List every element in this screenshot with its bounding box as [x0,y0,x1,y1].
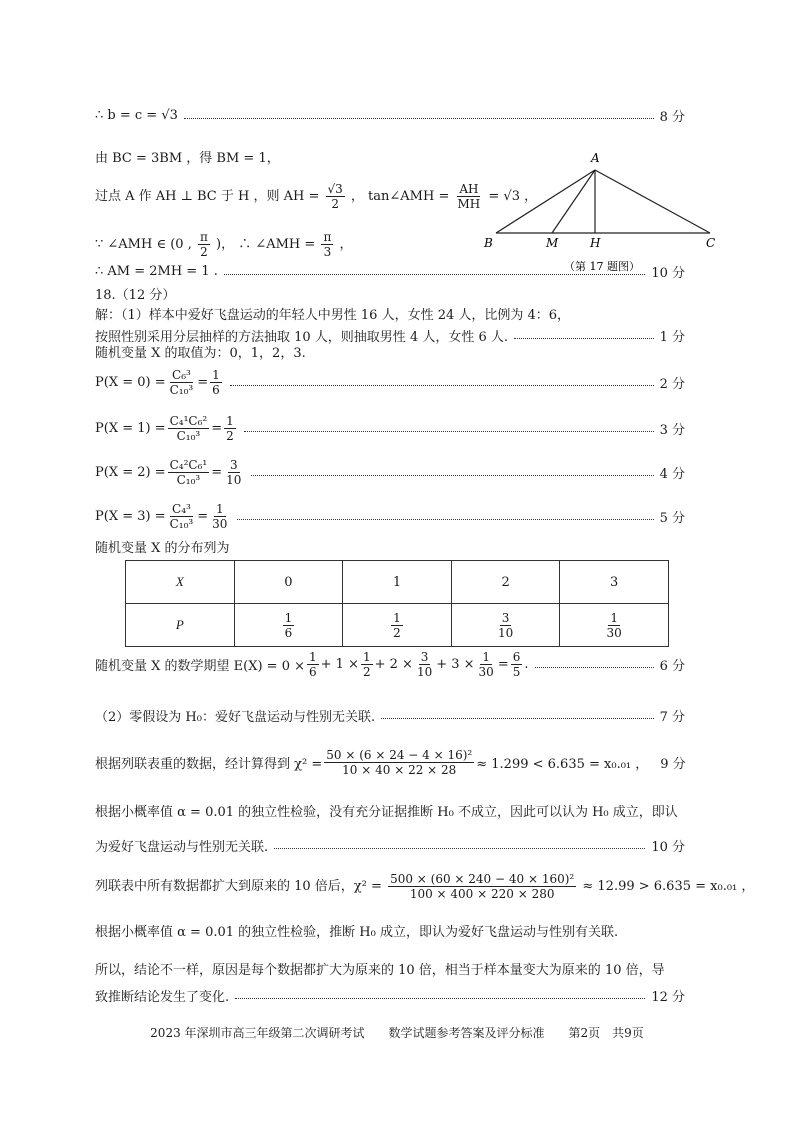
line-text: 根据小概率值 α = 0.01 的独立性检验，推断 H₀ 成立，即认为爱好飞盘运动与性别有关联. [95,925,619,940]
chi-square-line-2 [95,872,755,901]
numerator: C₆³ [172,368,191,382]
score-label: 3 分 [659,423,685,438]
line-text: = [211,465,223,480]
fraction [415,650,434,679]
table-row [126,561,669,604]
numerator: C₄²C₆¹ [169,458,208,472]
distribution-heading [95,540,684,558]
numerator: 1 [393,610,401,625]
fraction [168,502,196,531]
denominator: 6 [284,625,293,640]
row-header: P [175,617,184,632]
fraction [324,748,474,777]
leader-dots [235,988,645,999]
probability-line-1 [95,414,685,443]
question-18-heading [95,287,684,305]
row-header: X [175,574,184,589]
numerator: 1 [284,610,293,625]
denominator: MH [457,197,481,211]
line-text: 根据小概率值 α = 0.01 的独立性检验，没有充分证据推断 H₀ 不成立，因此可以认为 H₀ 成立，即认 [95,805,678,820]
numerator: C₄¹C₆² [169,414,208,428]
leader-dots [535,657,654,668]
numerator: C₄³ [172,502,191,516]
fraction [391,611,403,640]
score-label: 7 分 [659,710,685,725]
line-text: 根据列联表重的数据，经计算得到 χ² = [95,757,323,772]
line-text: 过点 A 作 AH ⊥ BC 于 H ，则 AH = [95,189,320,204]
line-text: ， [339,237,353,252]
table-cell: 2 [451,561,560,604]
leader-dots [244,421,654,432]
line-text: P(X = 1) = [95,421,166,436]
line-text: 为爱好飞盘运动与性别无关联. [95,840,269,855]
line-ab [496,170,595,233]
numerator: 1 [482,650,490,664]
conclusion-line-3 [95,924,684,942]
triangle-figure [466,148,726,276]
conclusion-line-2 [95,836,685,855]
conclusion-line-4 [95,962,684,980]
denominator: C₁₀³ [169,517,194,531]
table-cell [234,604,343,647]
numerator: 1 [309,650,317,664]
fraction [168,368,196,397]
line-text: + 3 × [436,657,475,672]
line-text: )， ∴ ∠AMH = [216,237,316,252]
expectation-line [95,650,685,679]
fraction [198,230,210,259]
fraction [511,650,523,679]
denominator: 10 [497,625,514,640]
conclusion-line-1 [95,804,684,822]
line-text: 列联表中所有数据都扩大到原来的 10 倍后，χ² = [95,879,382,894]
line-text: P(X = 2) = [95,465,166,480]
point-m-label: M [546,236,559,250]
denominator: C₁₀³ [169,383,194,397]
table-cell: 1 [343,561,452,604]
denominator: 2 [331,197,339,211]
denominator: 5 [512,665,521,679]
fraction [307,650,319,679]
denominator: C₁₀³ [176,429,201,443]
leader-dots [514,328,654,339]
score-label: 10 分 [651,266,685,281]
denominator: 2 [393,625,401,640]
denominator: 30 [478,665,494,679]
score-label: 10 分 [651,840,685,855]
fraction [210,502,229,531]
fraction [321,230,333,259]
line-text: = [197,509,209,524]
denominator: 10 [226,473,242,487]
denominator: C₁₀³ [176,473,201,487]
denominator: 100 × 400 × 220 × 280 [409,887,555,901]
line-text: = √3 ， [488,189,538,204]
line-text: . [524,657,529,672]
score-label: 1 分 [659,330,685,345]
numerator: 50 × (6 × 24 − 4 × 16)² [326,748,473,762]
page-footer: 2023 年深圳市高三年级第二次调研考试 数学试题参考答案及评分标准 第2页 共9页 [150,1026,644,1040]
line-text: ， tan∠AMH = [350,189,450,204]
numerator: 1 [610,610,618,625]
score-label: 6 分 [659,659,685,674]
answer-line-b-c [95,106,685,125]
denominator: 2 [200,245,208,259]
fraction [210,368,222,397]
fraction [168,414,210,443]
leader-dots [237,509,653,520]
numerator: 3 [229,458,238,472]
line-ac [595,170,710,233]
table-row [126,604,669,647]
line-text: 按照性别采用分层抽样的方法抽取 10 人，则抽取男性 4 人，女性 6 人. [95,330,509,345]
denominator: 30 [212,517,228,531]
fraction [496,611,515,640]
fraction [388,872,576,901]
line-text: 致推断结论发生了变化. [95,990,230,1005]
line-text: 18.（12 分） [95,288,176,303]
numerator: 6 [512,650,521,664]
numerator: AH [459,182,479,196]
leader-dots [381,708,654,719]
null-hypothesis-line [95,706,685,725]
line-text: 随机变量 X 的分布列为 [95,541,230,556]
table-cell: 0 [234,561,343,604]
leader-dots [251,465,653,476]
score-label: 8 分 [659,110,685,125]
numerator: 1 [362,650,371,664]
score-label: 12 分 [651,990,685,1005]
numerator: √3 [327,182,343,196]
line-text: ∵ ∠AMH ∈ (0 , [95,237,192,252]
leader-dots [274,838,645,849]
numerator: 1 [215,502,224,516]
numerator: 3 [420,650,429,664]
denominator: 3 [323,245,332,259]
line-text: 由 BC = 3BM ，得 BM = 1， [95,151,280,166]
probability-line-2 [95,458,685,487]
point-c-label: C [706,236,716,250]
score-label: 2 分 [659,377,685,392]
table-cell [126,604,235,647]
line-text: 所以，结论不一样，原因是每个数据都扩大为原来的 10 倍，相当于样本量变大为原来的 10 倍，导 [95,963,665,978]
line-text: + 2 × [374,657,413,672]
fraction [605,611,624,640]
leader-dots [184,108,654,119]
numerator: 3 [501,610,510,625]
line-text: ∴ AM = 2MH = 1 . [95,264,218,279]
table-cell [560,604,669,647]
fraction [224,414,236,443]
denominator: 10 × 40 × 22 × 28 [342,763,457,777]
line-text: ≈ 12.99 > 6.635 = x₀.₀₁ ， [582,879,755,894]
table-cell [451,604,560,647]
fraction [477,650,496,679]
numerator: 1 [212,368,220,382]
line-text: = [211,421,223,436]
table-cell [343,604,452,647]
denominator: 6 [212,383,220,397]
line-text: 解：（1）样本中爱好飞盘运动的年轻人中男性 16 人，女性 24 人，比例为 4：6， [95,308,571,323]
conclusion-line-5 [95,986,685,1005]
probability-line-3 [95,502,685,531]
point-a-label: A [591,151,600,165]
distribution-table [125,560,669,647]
score-label: 4 分 [659,467,685,482]
fraction [326,182,345,211]
denominator: 2 [362,665,371,679]
leader-dots [230,375,654,386]
point-h-label: H [590,236,601,250]
denominator: 10 [416,665,433,679]
point-b-label: B [484,236,493,250]
chi-square-line-1 [95,748,685,777]
solution-line-3 [95,345,684,363]
line-text: + 1 × [320,657,359,672]
fraction [361,650,373,679]
line-text: = [197,375,209,390]
solution-line-1 [95,307,684,325]
line-text: ≈ 1.299 < 6.635 = x₀.₀₁ ， [476,757,649,772]
table-cell: 3 [560,561,669,604]
line-am [552,170,595,233]
denominator: 6 [309,665,317,679]
line-text: ∴ b = c = √3 [95,108,178,123]
denominator: 30 [606,625,622,640]
table-cell [126,561,235,604]
fraction [224,458,243,487]
figure-caption: （第 17 题图） [564,260,640,273]
fraction [283,611,295,640]
line-text: P(X = 0) = [95,375,166,390]
line-text: 随机变量 X 的数学期望 E(X) = 0 × [95,659,305,674]
score-label: 5 分 [659,511,685,526]
score-label: 9 分 [660,757,686,772]
denominator: 2 [226,429,234,443]
line-text: P(X = 3) = [95,509,166,524]
line-text: = [497,657,509,672]
line-text: 随机变量 X 的取值为：0，1，2，3. [95,346,306,361]
probability-line-0 [95,368,685,397]
numerator: π [323,230,332,244]
solution-line-2 [95,326,685,345]
numerator: 1 [226,414,234,428]
fraction [168,458,210,487]
numerator: 500 × (60 × 240 − 40 × 160)² [390,872,575,886]
numerator: π [199,230,208,244]
line-text: （2）零假设为 H₀：爱好飞盘运动与性别无关联. [95,710,376,725]
